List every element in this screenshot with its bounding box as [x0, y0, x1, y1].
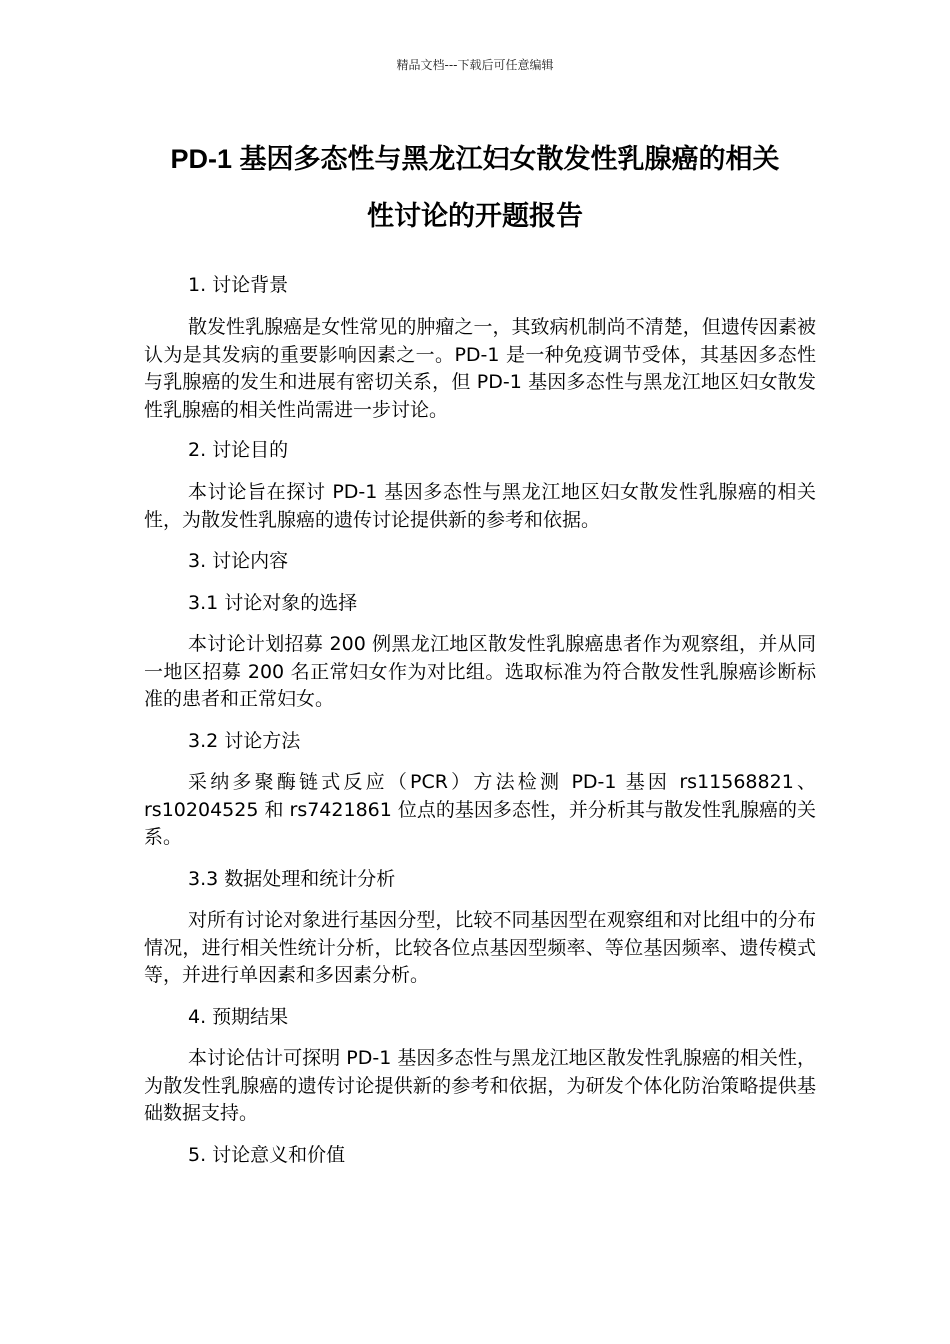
document-title [120, 131, 830, 245]
section-2-heading: 2. 讨论目的 [188, 439, 289, 461]
document-title-line-1: PD-1 基因多态性与黑龙江妇女散发性乳腺癌的相关 [170, 144, 780, 174]
section-3-2-heading: 3.2 讨论方法 [188, 730, 301, 752]
section-5-heading: 5. 讨论意义和价值 [188, 1144, 346, 1166]
section-4-paragraph: 本讨论估计可探明 PD-1 基因多态性与黑龙江地区散发性乳腺癌的相关性，为散发性乳腺癌的遗传讨论提供新的参考和依据，为研发个体化防治策略提供基础数据支持。 [144, 1047, 816, 1124]
section-3-3-heading: 3.3 数据处理和统计分析 [188, 868, 396, 890]
section-4-heading: 4. 预期结果 [188, 1006, 289, 1028]
section-3-2-paragraph: 采纳多聚酶链式反应（PCR）方法检测 PD-1 基因 rs11568821、rs10204525 和 rs7421861 位点的基因多态性，并分析其与散发性乳腺癌的关系。 [144, 771, 816, 848]
section-2-paragraph: 本讨论旨在探讨 PD-1 基因多态性与黑龙江地区妇女散发性乳腺癌的相关性，为散发性乳腺癌的遗传讨论提供新的参考和依据。 [144, 481, 816, 531]
section-3-1-paragraph: 本讨论计划招募 200 例黑龙江地区散发性乳腺癌患者作为观察组，并从同一地区招募 200 名正常妇女作为对比组。选取标准为符合散发性乳腺癌诊断标准的患者和正常妇女。 [144, 633, 816, 710]
section-1-heading: 1. 讨论背景 [188, 274, 289, 296]
section-1-paragraph: 散发性乳腺癌是女性常见的肿瘤之一，其致病机制尚不清楚，但遗传因素被认为是其发病的重要影响因素之一。PD-1 是一种免疫调节受体，其基因多态性与乳腺癌的发生和进展有密切关系，但 PD-1 基因多态性与黑龙江地区妇女散发性乳腺癌的相关性尚需进一步讨论。 [144, 316, 816, 421]
document-title-line-2: 性讨论的开题报告 [367, 201, 583, 231]
header-note: 精品文档---下载后可任意编辑 [396, 58, 554, 72]
section-3-1-heading: 3.1 讨论对象的选择 [188, 592, 358, 614]
section-3-heading: 3. 讨论内容 [188, 550, 289, 572]
section-3-3-paragraph: 对所有讨论对象进行基因分型，比较不同基因型在观察组和对比组中的分布情况，进行相关性统计分析，比较各位点基因型频率、等位基因频率、遗传模式等，并进行单因素和多因素分析。 [144, 909, 816, 986]
